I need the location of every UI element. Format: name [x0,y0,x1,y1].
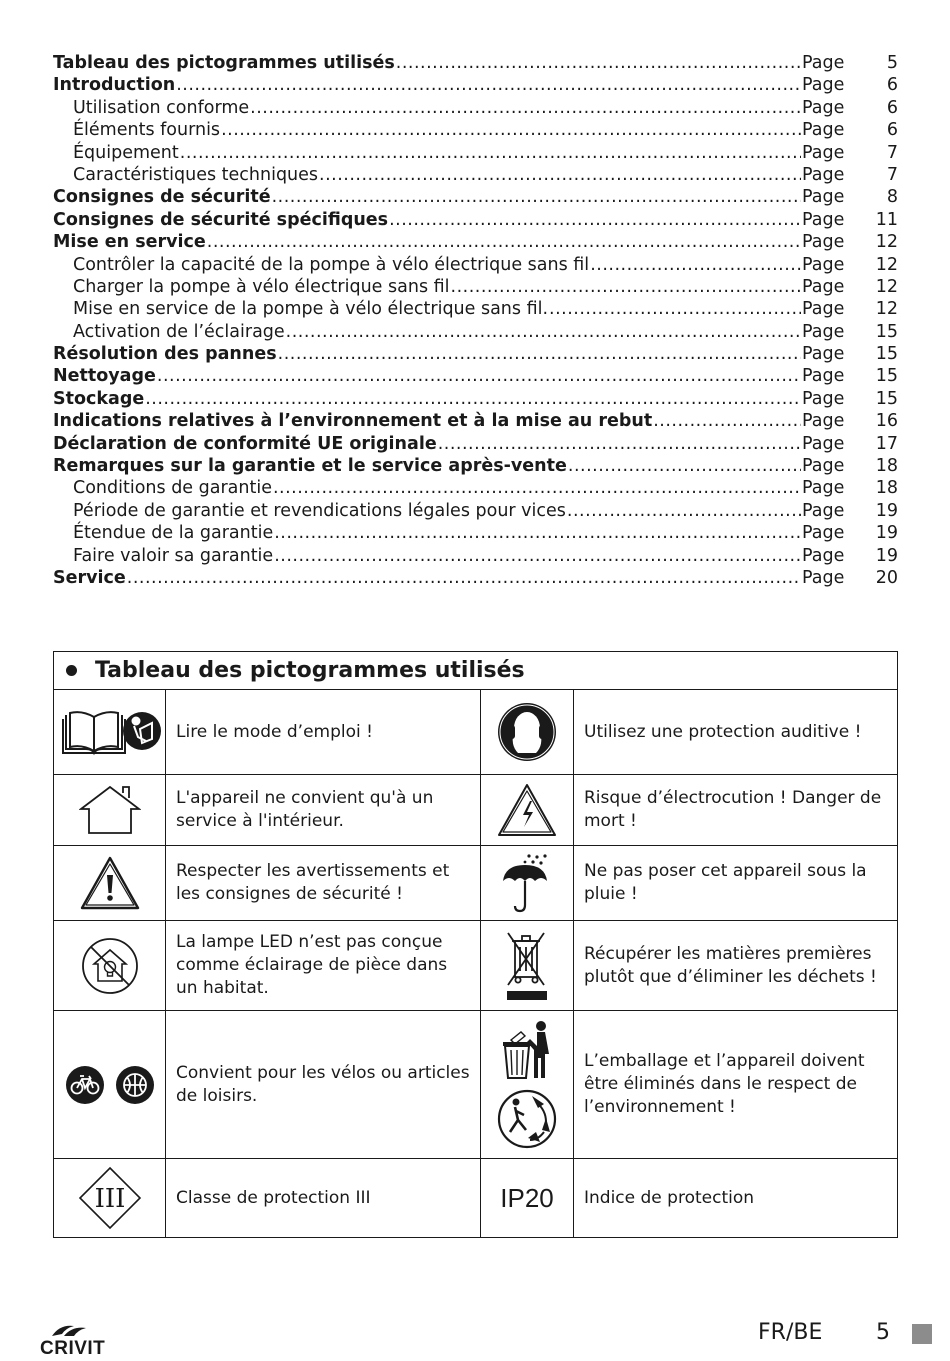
toc-page-word: Page [802,232,845,253]
toc-page-number: 18 [875,478,898,499]
toc-entry-title: Indications relatives à l’environnement et à la mise au rebut [53,411,653,432]
toc-entry-title: Conditions de garantie [73,478,272,499]
toc-entry [53,52,898,74]
toc-leader-dots [207,231,801,253]
toc-leader-dots [250,97,801,119]
toc-entry [53,567,898,589]
toc-entry [53,74,898,96]
toc-page-number: 15 [875,388,898,409]
toc-entry-title: Service [53,567,126,588]
toc-leader-dots [145,388,801,410]
toc-leader-dots [221,119,801,141]
toc-page-word: Page [802,209,845,230]
toc-page-number: 15 [875,321,898,342]
toc-entry [53,119,898,141]
toc-entry [53,477,898,499]
pictogram-description: Risque d’électrocution ! Danger de mort ! [584,788,882,831]
toc-entry-title: Caractéristiques techniques [73,164,319,185]
crossed-bin-icon [481,921,574,1010]
toc-leader-dots [438,433,801,455]
toc-leader-dots [274,545,801,567]
toc-entry [53,298,898,320]
no-room-lighting-icon [54,921,166,1010]
toc-page-word: Page [802,97,845,118]
toc-page-word: Page [802,388,845,409]
toc-page-word: Page [802,545,845,566]
toc-entry [53,254,898,276]
pictogram-description: Respecter les avertissements et les consignes de sécurité ! [166,846,481,920]
toc-page-number: 7 [886,164,898,185]
logo-swoosh-icon [50,1322,90,1338]
toc-leader-dots [567,500,801,522]
protection-class-label: III [94,1184,125,1214]
toc-entry-title: Charger la pompe à vélo électrique sans fil [73,276,450,297]
toc-page-number: 19 [875,523,898,544]
crivit-logo [40,1322,110,1358]
page-marker [912,1324,932,1344]
toc-leader-dots [274,522,801,544]
toc-entry-title: Activation de l’éclairage [73,321,285,342]
toc-leader-dots [568,455,801,477]
toc-page-number: 17 [875,433,898,454]
toc-leader-dots [278,343,801,365]
toc-page-word: Page [802,299,845,320]
toc-page-word: Page [802,321,845,342]
toc-entry-title: Remarques sur la garantie et le service après-vente [53,456,567,477]
pictogram-table-title: Tableau des pictogrammes utilisés [95,658,525,683]
toc-page-number: 19 [875,545,898,566]
pictogram-row [54,846,897,921]
toc-entry-title: Déclaration de conformité UE originale [53,433,437,454]
toc-leader-dots [549,298,801,320]
toc-page-number: 6 [886,97,898,118]
toc-page-number: 12 [875,254,898,275]
toc-entry [53,410,898,432]
toc-leader-dots [319,164,801,186]
pictogram-row [54,690,897,775]
toc-entry [53,545,898,567]
toc-leader-dots [286,321,801,343]
toc-page-word: Page [802,478,845,499]
ip-rating-text: IP20 [500,1182,554,1213]
toc-entry-title: Mise en service de la pompe à vélo électrique sans fil. [73,299,549,320]
toc-page-number: 8 [886,187,898,208]
toc-page-number: 20 [875,567,898,588]
bullet-icon [66,665,77,676]
toc-entry [53,388,898,410]
toc-page-word: Page [802,456,845,477]
toc-entry [53,97,898,119]
toc-page-number: 11 [875,209,898,230]
toc-page-word: Page [802,433,845,454]
toc-entry-title: Période de garantie et revendications légales pour vices [73,500,566,521]
toc-leader-dots [273,477,801,499]
pictogram-description: Lire le mode d’emploi ! [166,690,481,774]
toc-entry-title: Mise en service [53,232,206,253]
toc-page-number: 18 [875,456,898,477]
toc-page-word: Page [802,366,845,387]
brand-name: CRIVIT [40,1338,106,1359]
toc-entry-title: Contrôler la capacité de la pompe à vélo électrique sans fil [73,254,590,275]
toc-entry [53,186,898,208]
toc-entry [53,500,898,522]
toc-entry-title: Éléments fournis [73,120,221,141]
pictogram-description: Convient pour les vélos ou articles de loisirs. [166,1011,481,1158]
toc-page-word: Page [802,75,845,96]
toc-page-number: 16 [875,411,898,432]
toc-page-number: 15 [875,344,898,365]
toc-page-word: Page [802,411,845,432]
toc-page-word: Page [802,53,845,73]
toc-entry [53,231,898,253]
toc-page-number: 12 [875,299,898,320]
toc-page-word: Page [802,120,845,141]
toc-leader-dots [176,74,801,96]
toc-page-word: Page [802,142,845,163]
toc-entry [53,276,898,298]
pictogram-row [54,921,897,1011]
toc-page-number: 19 [875,500,898,521]
read-manual-icon [54,690,166,774]
toc-entry [53,209,898,231]
page-number: 5 [876,1320,890,1345]
toc-entry [53,522,898,544]
toc-leader-dots [653,410,801,432]
ip20-label [481,1159,574,1237]
pictogram-description: L'appareil ne convient qu'à un service à l'intérieur. [166,775,481,845]
pictogram-row [54,1011,897,1159]
pictogram-row [54,1159,897,1237]
pictogram-description: L’emballage et l’appareil doivent être éliminés dans le respect de l’environnement ! [584,1051,865,1117]
toc-entry-title: Stockage [53,388,145,409]
toc-page-number: 6 [886,75,898,96]
pictogram-description: Ne pas poser cet appareil sous la pluie ! [584,861,867,904]
toc-entry-title: Étendue de la garantie [73,523,274,544]
ear-protection-icon [481,690,574,774]
toc-page-number: 12 [875,232,898,253]
pictogram-description: Classe de protection III [166,1159,481,1237]
no-rain-umbrella-icon [481,846,574,920]
pictogram-description: Utilisez une protection auditive ! [584,721,862,742]
toc-entry-title: Consignes de sécurité spécifiques [53,209,389,230]
toc-page-number: 12 [875,276,898,297]
dispose-recycle-icon [481,1011,574,1158]
toc-page-number: 6 [886,120,898,141]
toc-leader-dots [127,567,801,589]
toc-entry-title: Tableau des pictogrammes utilisés [53,53,395,73]
toc-page-word: Page [802,187,845,208]
pictogram-description: La lampe LED n’est pas conçue comme éclairage de pièce dans un habitat. [166,921,481,1010]
toc-leader-dots [451,276,801,298]
toc-entry [53,433,898,455]
toc-entry-title: Introduction [53,75,176,96]
protection-class-iii-icon [54,1159,166,1237]
toc-page-word: Page [802,523,845,544]
language-code: FR/BE [758,1320,823,1345]
toc-leader-dots [396,52,801,74]
toc-leader-dots [590,254,801,276]
toc-entry-title: Équipement [73,142,179,163]
pictogram-row [54,775,897,846]
toc-leader-dots [157,365,801,387]
toc-page-number: 5 [886,53,898,73]
toc-entry [53,365,898,387]
pictogram-description: Récupérer les matières premières plutôt que d’éliminer les déchets ! [584,943,877,987]
toc-page-word: Page [802,164,845,185]
pictogram-table [53,651,898,1238]
toc-entry [53,343,898,365]
table-of-contents [53,52,898,589]
toc-page-number: 15 [875,366,898,387]
bicycle-ball-icon [54,1011,166,1158]
pictogram-table-header [54,652,897,690]
toc-entry [53,164,898,186]
toc-entry-title: Utilisation conforme [73,97,250,118]
toc-entry-title: Nettoyage [53,366,156,387]
toc-entry-title: Faire valoir sa garantie [73,545,274,566]
toc-leader-dots [180,142,801,164]
toc-page-word: Page [802,567,845,588]
toc-entry [53,455,898,477]
toc-page-word: Page [802,344,845,365]
toc-entry [53,142,898,164]
toc-page-word: Page [802,276,845,297]
toc-entry [53,321,898,343]
toc-page-word: Page [802,500,845,521]
electric-shock-warning-icon [481,775,574,845]
indoor-house-icon [54,775,166,845]
toc-entry-title: Consignes de sécurité [53,187,271,208]
toc-page-number: 7 [886,142,898,163]
toc-leader-dots [272,186,801,208]
warning-triangle-icon [54,846,166,920]
toc-leader-dots [389,209,801,231]
toc-page-word: Page [802,254,845,275]
toc-entry-title: Résolution des pannes [53,344,277,365]
pictogram-description: Indice de protection [584,1187,755,1208]
